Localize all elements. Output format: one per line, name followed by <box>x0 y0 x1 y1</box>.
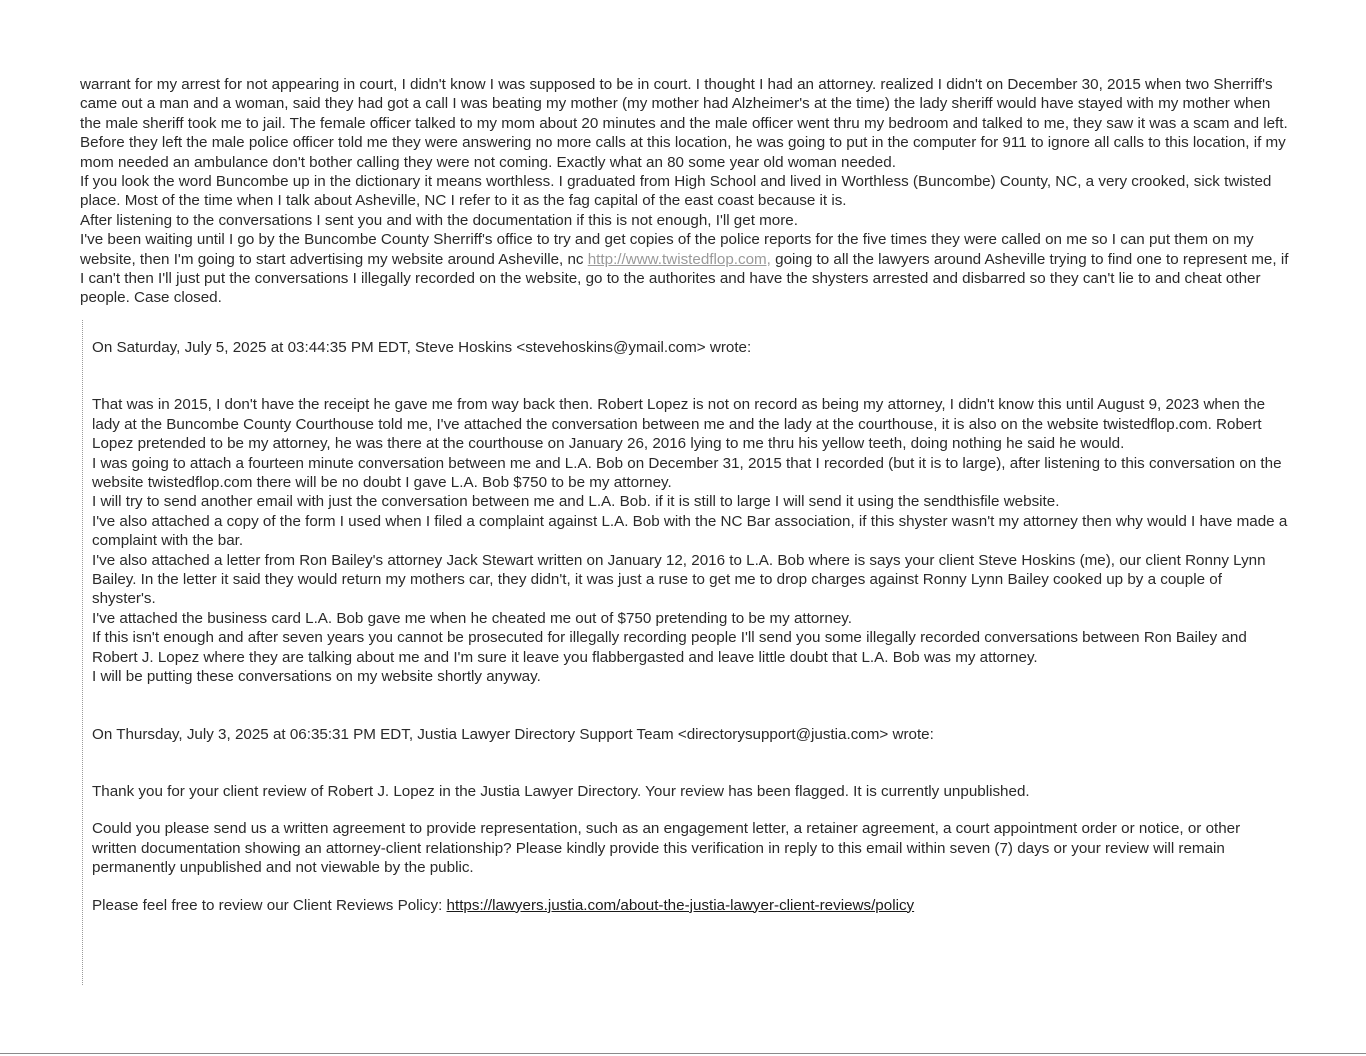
quoted-paragraph-website: I will be putting these conversations on my website shortly anyway. <box>92 668 541 686</box>
quoted-paragraph-recordings: If this isn't enough and after seven years you cannot be prosecuted for illegally recording people I'll send you some illegally recorded conversations between Ron Bailey and Robert J. Lopez where they are talking about me and I'm sure it leave you flabbergasted and leave little doubt that L.A. Bob was my attorney. <box>92 629 1247 666</box>
paragraph-documentation: After listening to the conversations I sent you and with the documentation if this is not enough, I'll get more. <box>80 211 798 229</box>
quoted-paragraph-send-another: I will try to send another email with just the conversation between me and L.A. Bob. if it is still to large I will send it using the sendthisfile website. <box>92 493 1060 511</box>
quoted-paragraph-business-card: I've attached the business card L.A. Bob gave me when he cheated me out of $750 pretending to be my attorney. <box>92 609 852 627</box>
paragraph-buncombe: If you look the word Buncombe up in the dictionary it means worthless. I graduated from High School and lived in Worthless (Buncombe) County, NC, a very crooked, sick twisted place. Most of the time when I talk about Asheville, NC I refer to it as the fag capital of the east coast because it is. <box>80 173 1272 210</box>
quoted-emails <box>92 338 1288 915</box>
paragraph-website-plan <box>80 230 1292 308</box>
quoted-email-header-thursday: On Thursday, July 3, 2025 at 06:35:31 PM EDT, Justia Lawyer Directory Support Team <directorysupport@justia.com> wrote: <box>92 725 934 743</box>
policy-prefix: Please feel free to review our Client Reviews Policy: <box>92 896 447 914</box>
spacer <box>92 357 1288 395</box>
page-bottom-rule <box>0 1053 1366 1054</box>
website-plan-text-start: I've been waiting until I go by the Buncombe County Sherriff's office to try and get copies of the police reports for the five times they were called on me so I can put them on my website, then I'm going to start advertising my website around Asheville, nc <box>80 231 1254 268</box>
email-body-top <box>80 75 1292 308</box>
justia-paragraph-written-agreement: Could you please send us a written agreement to provide representation, such as an engagement letter, a retainer agreement, a court appointment order or notice, or other written documentation showing an attorney-client relationship? Please kindly provide this verification in reply to this email within seven (7) days or your review will remain permanently unpublished and not viewable by the public. <box>92 820 1241 877</box>
paragraph-police-officer: Before they left the male police officer told me they were answering no more calls at this location, he was going to put in the computer for 911 to ignore all calls to this location, if my mom needed an ambulance don't bother calling they were not coming. Exactly what an 80 some year old woman needed. <box>80 134 1286 171</box>
justia-paragraph-review-flagged: Thank you for your client review of Robert J. Lopez in the Justia Lawyer Directory. Your review has been flagged. It is currently unpublished. <box>92 782 1030 800</box>
spacer <box>92 687 1288 725</box>
quoted-paragraph-bar-complaint: I've also attached a copy of the form I used when I filed a complaint against L.A. Bob with the NC Bar association, if this shyster wasn't my attorney then why would I have made a complaint with the bar. <box>92 512 1288 550</box>
twistedflop-link[interactable]: http://www.twistedflop.com, <box>587 250 771 268</box>
quoted-paragraph-letter: I've also attached a letter from Ron Bailey's attorney Jack Stewart written on January 12, 2016 to L.A. Bob where is says your client Steve Hoskins (me), our client Ronny Lynn Bailey. In the letter it said they would return my mothers car, they didn't, it was just a ruse to get me to drop charges against Ronny Lynn Bailey cooked up by a couple of shyster's. <box>92 551 1266 608</box>
quoted-email-header-saturday: On Saturday, July 5, 2025 at 03:44:35 PM EDT, Steve Hoskins <stevehoskins@ymail.com> wrote: <box>92 339 752 356</box>
spacer <box>92 878 1288 896</box>
quoted-paragraph-receipt: That was in 2015, I don't have the receipt he gave me from way back then. Robert Lopez is not on record as being my attorney, I didn't know this until August 9, 2023 when the lady at the Buncombe County Courthouse told me, I've attached the conversation between me and the lady at the courthouse, it is also on the website twistedflop.com. Robert Lopez pretended to be my attorney, he was there at the courthouse on January 26, 2016 lying to me thru his yellow teeth, doing nothing he said he would. <box>92 396 1266 453</box>
quote-border <box>82 320 83 985</box>
spacer <box>92 801 1288 819</box>
paragraph-warrant: warrant for my arrest for not appearing in court, I didn't know I was supposed to be in court. I thought I had an attorney. realized I didn't on December 30, 2015 when two Sherriff's came out a man and a woman, said they had got a call I was beating my mother (my mother had Alzheimer's at the time) the lady sheriff would have stayed with my mother when the male sheriff took me to jail. The female officer talked to my mom about 20 minutes and the male officer went thru my bedroom and talked to me, they saw it was a scam and left. <box>80 76 1288 132</box>
quoted-paragraph-fourteen-minute: I was going to attach a fourteen minute conversation between me and L.A. Bob on December 31, 2015 that I recorded (but it is to large), after listening to this conversation on the website twistedflop.com there will be no doubt I gave L.A. Bob $750 to be my attorney. <box>92 454 1282 492</box>
website-plan-text-end: going to all the lawyers around Asheville trying to find one to represent me, if I can't then I'll just put the conversations I illegally recorded on the website, go to the authorites and have the shysters arrested and disbarred so they can't lie to and cheat other people. Case closed. <box>80 250 1289 307</box>
policy-link[interactable]: https://lawyers.justia.com/about-the-justia-lawyer-client-reviews/policy <box>446 896 915 914</box>
justia-paragraph-policy <box>92 896 1288 915</box>
spacer <box>92 744 1288 782</box>
